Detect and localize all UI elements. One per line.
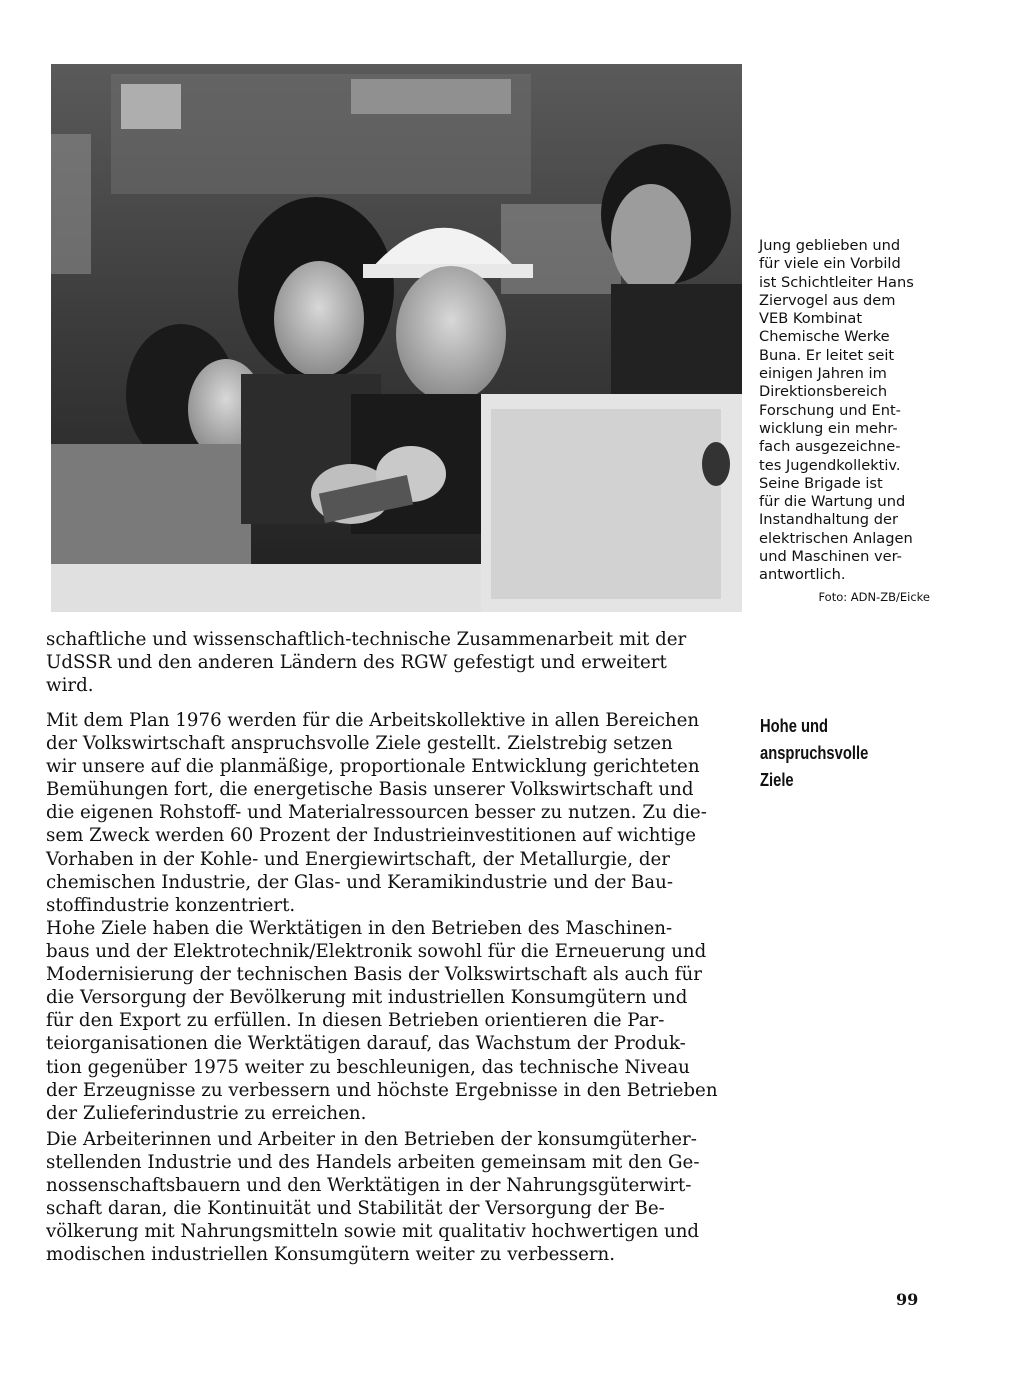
body-paragraph: schaftliche und wissenschaftlich-technische Zusammenarbeit mit der UdSSR und den anderen Ländern des RGW gefestigt und erweitert wird. [46, 629, 687, 697]
side-heading [760, 713, 899, 794]
caption-text: Jung geblieben und für viele ein Vorbild ist Schichtleiter Hans Ziervogel aus dem VEB Kombinat Chemische Werke Buna. Er leitet seit einigen Jahren im Direktionsbereich Forschung und Ent- wicklung ein mehr- fach ausgezeichne- tes Jugendkollektiv. Seine Brigade ist für die Wartung und Instandhaltung der elektrischen Anlagen und Maschinen ver- antwortlich. [759, 237, 914, 584]
body-paragraph: Hohe Ziele haben die Werktätigen in den Betrieben des Maschinen- baus und der Elektrotechnik/Elektronik sowohl für die Erneuerung und Modernisierung der technischen Basis der Volkswirtschaft als auch für die Versorgung der Bevölkerung mit industriellen Konsumgütern und für den Export zu erfüllen. In diesen Betrieben orientieren die Par- teiorganisationen die Werktätigen darauf, das Wachstum der Produk- tion gegenüber 1975 weiter zu beschleunigen, das technische Niveau der Erzeugnisse zu verbessern und höchste Ergebnisse in den Betrieben der Zulieferindustrie zu erreichen. [46, 918, 718, 1124]
photo-illustration [51, 64, 742, 612]
side-heading-text: Hohe und anspruchsvolle Ziele [760, 716, 869, 790]
photo-credit: Foto: ADN-ZB/Eicke [818, 590, 930, 604]
body-paragraph: Die Arbeiterinnen und Arbeiter in den Betrieben der konsumgüterher- stellenden Industrie und des Handels arbeiten gemeinsam mit den Ge- nossenschaftsbauern und den Werktätigen in der Nahrungsgüterwirt- schaft daran, die Kontinuität und Stabilität der Versorgung der Be- völkerung mit Nahrungsmitteln sowie mit qualitativ hochwertigen und modischen industriellen Konsumgütern weiter zu verbessern. [46, 1129, 700, 1266]
workshop-photo [51, 64, 742, 612]
photo-caption [759, 237, 939, 585]
body-paragraph: Mit dem Plan 1976 werden für die Arbeitskollektive in allen Bereichen der Volkswirtschaft anspruchsvolle Ziele gestellt. Zielstrebig setzen wir unsere auf die planmäßige, proportionale Entwicklung gerichteten Bemühungen fort, die energetische Basis unserer Volkswirtschaft und die eigenen Rohstoff- und Materialressourcen besser zu nutzen. Zu die- sem Zweck werden 60 Prozent der Industrieinvestitionen auf wichtige Vorhaben in der Kohle- und Energiewirtschaft, der Metallurgie, der chemischen Industrie, der Glas- und Keramikindustrie und der Bau- stoffindustrie konzentriert. [46, 710, 707, 916]
page-number: 99 [896, 1290, 919, 1309]
